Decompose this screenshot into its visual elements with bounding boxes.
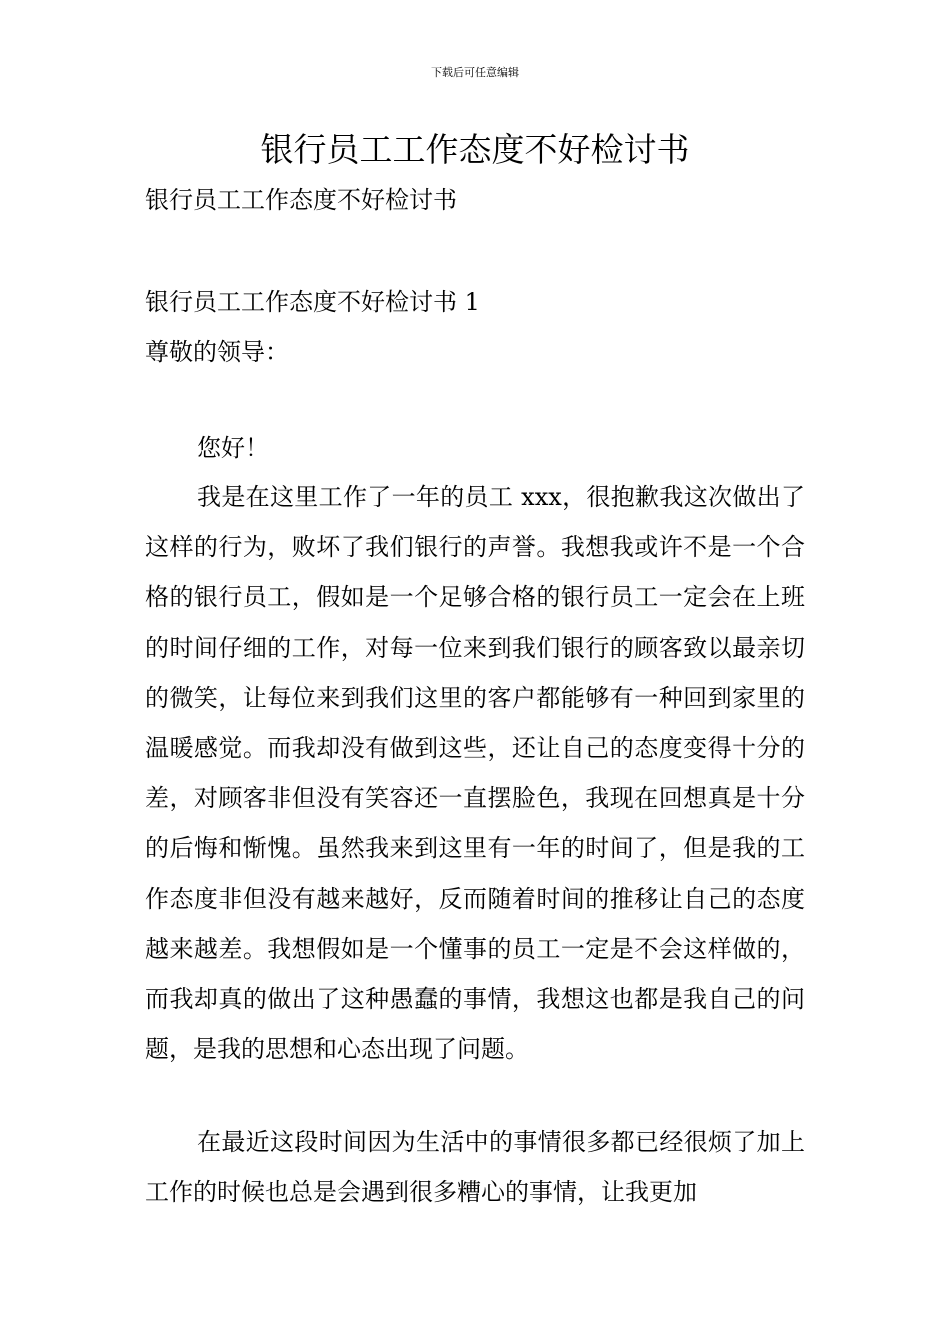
header-note: 下载后可任意编辑	[431, 66, 519, 79]
body-paragraph-2: 在最近这段时间因为生活中的事情很多都已经很烦了加上工作的时候也总是会遇到很多糟心的事情，让我更加	[145, 1128, 805, 1207]
document-title: 银行员工工作态度不好检讨书	[260, 130, 690, 169]
greeting: 您好！	[197, 434, 269, 462]
salutation: 尊敬的领导：	[145, 338, 289, 366]
body-paragraph-1: 我是在这里工作了一年的员工 xxx，很抱歉我这次做出了这样的行为，败坏了我们银行的声誉。我想我或许不是一个合格的银行员工，假如是一个足够合格的银行员工一定会在上班的时间仔细的工作，对每一位来到我们银行的顾客致以最亲切的微笑，让每位来到我们这里的客户都能够有一种回到家里的温暖感觉。而我却没有做到这些，还让自己的态度变得十分的差，对顾客非但没有笑容还一直摆脸色，我现在回想真是十分的后悔和惭愧。虽然我来到这里有一年的时间了，但是我的工作态度非但没有越来越好，反而随着时间的推移让自己的态度越来越差。我想假如是一个懂事的员工一定是不会这样做的，而我却真的做出了这种愚蠢的事情，我想这也都是我自己的问题，是我的思想和心态出现了问题。	[145, 483, 805, 1064]
section-heading: 银行员工工作态度不好检讨书 1	[145, 288, 480, 316]
document-subtitle: 银行员工工作态度不好检讨书	[145, 186, 457, 214]
